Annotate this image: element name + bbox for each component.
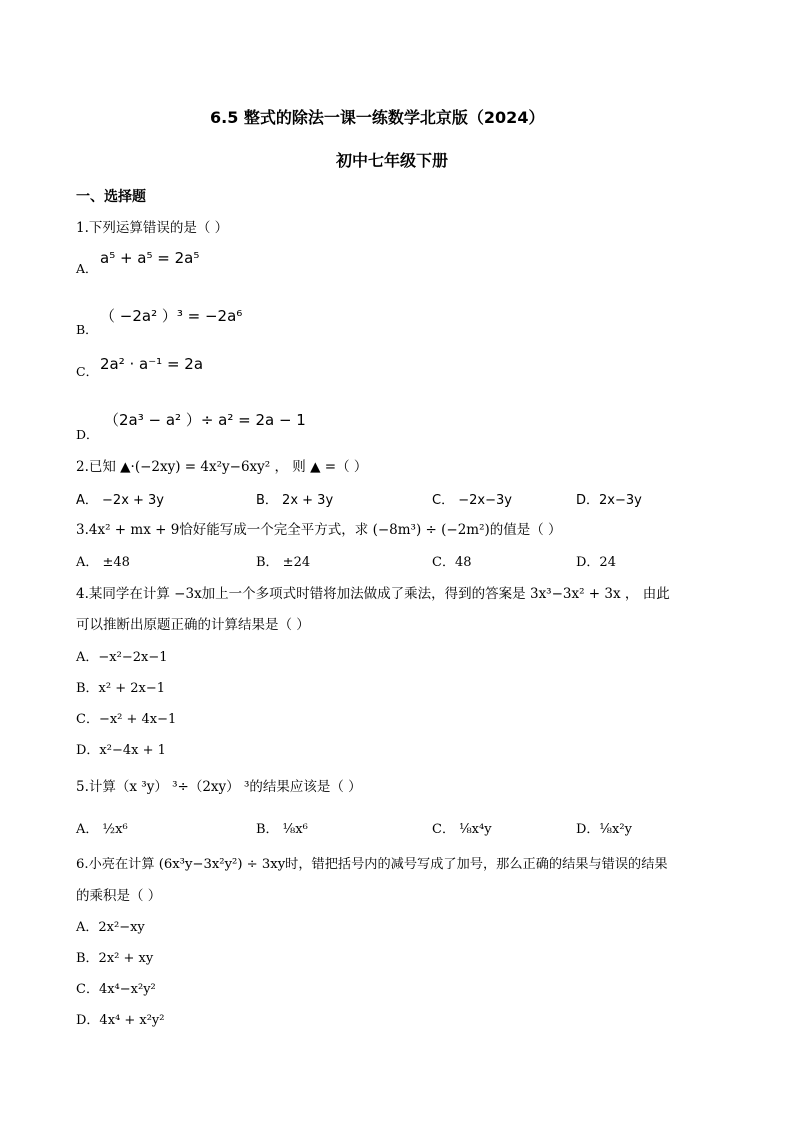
q5-option-d: D．⅛x²y bbox=[576, 822, 632, 837]
q2-option-c: C． −2x−3y bbox=[432, 493, 512, 508]
q3-stem: 3.4x² + mx + 9恰好能写成一个完全平方式，求 (−8m³) ÷ (−2m²)的值是（ ） bbox=[76, 522, 562, 538]
q1-option-c: 2a² · a⁻¹ = 2a bbox=[100, 355, 204, 373]
q5-stem: 5.计算（x ³y） ³÷（2xy） ³的结果应该是（ ） bbox=[76, 779, 362, 795]
q6-stem-line2: 的乘积是（ ） bbox=[76, 888, 162, 904]
q4-stem-line1: 4.某同学在计算 −3x加上一个多项式时错将加法做成了乘法，得到的答案是 3x³−3x² + 3x ， 由此 bbox=[76, 586, 670, 602]
doc-subtitle: 初中七年级下册 bbox=[336, 151, 449, 170]
q6-option-b: B．2x² + xy bbox=[76, 951, 154, 966]
q1-option-b-label: B． bbox=[76, 322, 98, 337]
q4-stem-line2: 可以推断出原题正确的计算结果是（ ） bbox=[76, 617, 310, 633]
q1-option-a: a⁵ + a⁵ = 2a⁵ bbox=[100, 249, 200, 267]
q4-option-b: B．x² + 2x−1 bbox=[76, 681, 166, 696]
q4-option-d: D．x²−4x + 1 bbox=[76, 743, 166, 758]
q2-option-b: B． 2x + 3y bbox=[256, 493, 334, 508]
q5-option-c: C． ⅛x⁴y bbox=[432, 822, 492, 837]
q1-option-a-label: A． bbox=[76, 261, 98, 276]
q6-stem-line1: 6.小亮在计算 (6x³y−3x²y²) ÷ 3xy时，错把括号内的减号写成了加号，那么正确的结果与错误的结果 bbox=[76, 857, 668, 872]
q4-option-a: A．−x²−2x−1 bbox=[76, 650, 168, 665]
q3-option-a: A． ±48 bbox=[76, 555, 130, 570]
q6-option-c: C．4x⁴−x²y² bbox=[76, 982, 156, 997]
q1-option-b: （ −2a² ）³ = −2a⁶ bbox=[100, 307, 243, 325]
q6-option-a: A．2x²−xy bbox=[76, 920, 145, 935]
q3-option-d: D．24 bbox=[576, 555, 616, 570]
q4-option-c: C．−x² + 4x−1 bbox=[76, 712, 177, 727]
q2-option-a: A． −2x + 3y bbox=[76, 493, 165, 508]
q2-option-d: D．2x−3y bbox=[576, 493, 642, 508]
q6-option-d: D．4x⁴ + x²y² bbox=[76, 1013, 165, 1028]
q1-option-d-label: D． bbox=[76, 427, 99, 442]
doc-title: 6.5 整式的除法一课一练数学北京版（2024） bbox=[210, 108, 545, 127]
q3-option-c: C．48 bbox=[432, 555, 472, 570]
q5-option-b: B． ⅛x⁶ bbox=[256, 822, 308, 837]
q5-option-a: A． ½x⁶ bbox=[76, 822, 128, 837]
q2-stem: 2.已知 ▲·(−2xy) = 4x²y−6xy² ， 则 ▲ =（ ） bbox=[76, 459, 368, 475]
q1-stem: 1.下列运算错误的是（ ） bbox=[76, 220, 229, 236]
section-heading: 一、选择题 bbox=[76, 189, 146, 205]
q1-option-c-label: C． bbox=[76, 364, 99, 379]
q1-option-d: （2a³ − a² ）÷ a² = 2a − 1 bbox=[104, 411, 306, 429]
q3-option-b: B． ±24 bbox=[256, 555, 311, 570]
